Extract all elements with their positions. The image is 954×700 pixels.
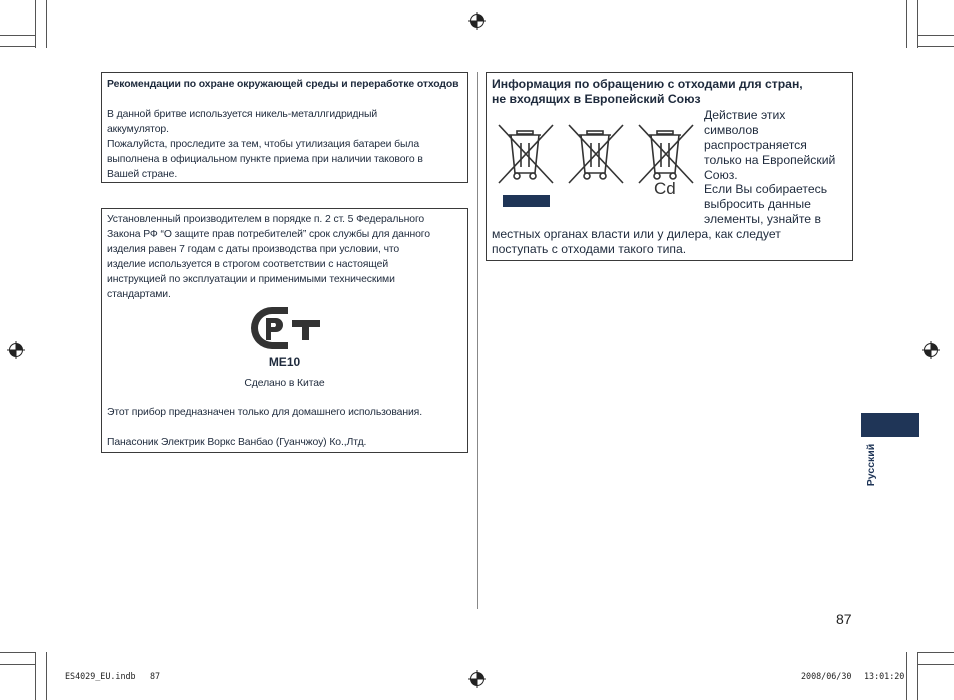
environment-line: аккумулятор.: [107, 124, 169, 135]
footer-file-page: 87: [150, 671, 161, 681]
waste-side-line: Если Вы собираетесь: [704, 182, 828, 196]
waste-side-line: элементы, узнайте в: [704, 212, 821, 226]
waste-heading-line1: Информация по обращению с отходами для стран,: [492, 77, 803, 91]
environment-heading: Рекомендации по охране окружающей среды и переработке отходов: [107, 79, 459, 90]
service-life-line: изделие используется в строгом соответствии с настоящей: [107, 259, 389, 270]
service-life-line: Закона РФ “О защите прав потребителей” срок службы для данного: [107, 229, 430, 240]
crossed-bin-cd-icon: [635, 123, 699, 187]
service-life-line: инструкцией по эксплуатации и применимыми техническими: [107, 274, 395, 285]
crossed-bin-icon: [495, 123, 559, 187]
waste-side-line: распространяется: [704, 138, 807, 152]
service-life-box: [101, 208, 468, 453]
waste-side-line: символов: [704, 123, 759, 137]
made-in-label: Сделано в Китае: [244, 378, 325, 389]
service-life-line: изделия равен 7 годам с даты производства при условии, что: [107, 244, 400, 255]
registration-mark-icon: [922, 341, 940, 359]
household-use-note: Этот прибор предназначен только для домашнего использования.: [107, 407, 422, 418]
waste-side-line: выбросить данные: [704, 197, 811, 211]
waste-bottom-line: местных органах власти или у дилера, как следует: [492, 227, 781, 241]
environment-line: Пожалуйста, проследите за тем, чтобы утилизация батареи была: [107, 139, 420, 150]
environment-line: Вашей стране.: [107, 169, 178, 180]
waste-disposal-box: [486, 72, 853, 261]
environment-recycling-box: [101, 72, 468, 183]
footer-file-name: ES4029_EU.indb: [65, 671, 136, 681]
bin-black-bar: [503, 195, 550, 207]
manufacturer-name: Панасоник Электрик Воркс Ванбао (Гуанчжоу) Ко.,Лтд.: [107, 437, 367, 448]
environment-line: выполнена в официальном пункте приема при наличии такового в: [107, 154, 423, 165]
waste-heading-line2: не входящих в Европейский Союз: [492, 92, 701, 106]
crossed-bin-icon: [565, 123, 629, 187]
waste-side-line: Действие этих: [704, 108, 786, 122]
registration-mark-icon: [468, 12, 486, 30]
waste-side-line: Союз.: [704, 168, 738, 182]
waste-bottom-line: поступать с отходами такого типа.: [492, 242, 687, 256]
gost-r-certification-icon: [250, 304, 326, 354]
environment-line: В данной бритве используется никель-металлгидридный: [107, 109, 378, 120]
language-tab: [861, 413, 919, 437]
page-number: 87: [836, 611, 852, 627]
footer-time: 13:01:20: [864, 671, 905, 681]
footer-date: 2008/06/30: [801, 671, 852, 681]
service-life-line: Установленный производителем в порядке п. 2 ст. 5 Федерального: [107, 214, 425, 225]
registration-mark-icon: [7, 341, 25, 359]
cd-label: Cd: [654, 179, 676, 198]
service-life-line: стандартами.: [107, 289, 171, 300]
language-label: Русский: [865, 443, 877, 487]
registration-mark-icon: [468, 670, 486, 688]
waste-side-line: только на Европейский: [704, 153, 836, 167]
certification-code: ME10: [268, 355, 301, 369]
